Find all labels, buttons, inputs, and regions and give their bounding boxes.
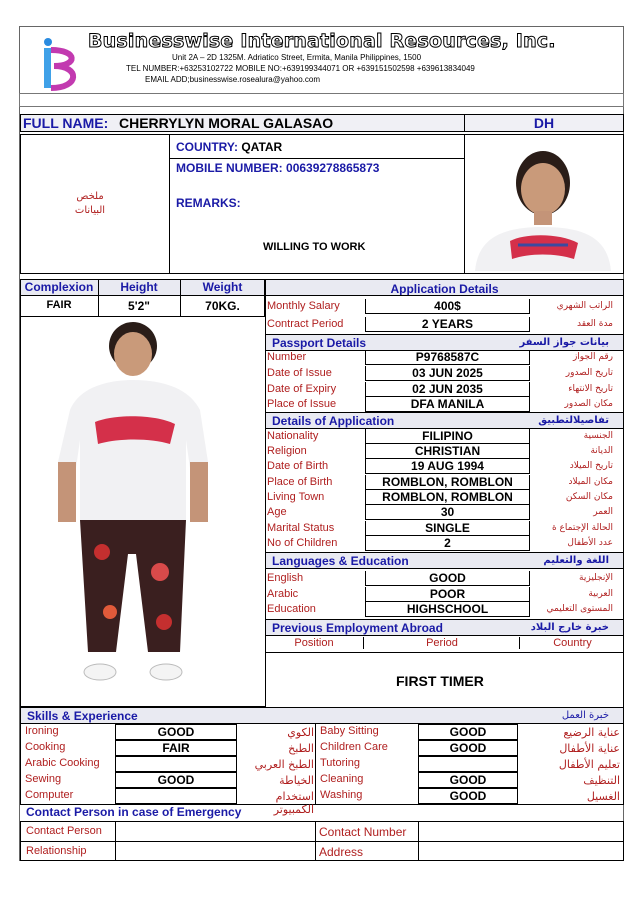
address-label: Address (319, 845, 364, 859)
languages-label: English (267, 572, 304, 584)
weight-value: 70KG. (205, 299, 240, 313)
passport-title-ar: بيانات جواز السفر (519, 337, 609, 348)
skill-right-label-ar: التنظيف (583, 774, 620, 787)
skill-right-label-ar: عناية الأطفال (559, 742, 620, 755)
languages-label: Education (267, 603, 316, 615)
details-value: 2 (365, 536, 530, 551)
weight-header: Weight (202, 280, 243, 294)
skill-right-value: GOOD (418, 788, 518, 804)
employment-column-position: Position (294, 637, 334, 649)
languages-label-ar: العربية (588, 589, 613, 599)
application-title: Application Details (390, 282, 499, 296)
skill-right-label-ar: تعليم الأطفال (558, 758, 620, 771)
employment-title: Previous Employment Abroad (272, 621, 443, 635)
portrait-image (470, 141, 616, 271)
employment-note: FIRST TIMER (396, 673, 484, 689)
details-label: Marital Status (267, 522, 335, 534)
skill-right-value: GOOD (418, 772, 518, 788)
contact-number-label: Contact Number (319, 825, 407, 839)
skill-left-label: Cooking (25, 741, 66, 753)
skill-right-label: Washing (320, 789, 363, 801)
passport-row (265, 366, 615, 381)
details-label: Nationality (267, 430, 319, 442)
languages-value: HIGHSCHOOL (365, 602, 530, 617)
details-row (265, 444, 615, 459)
skill-right-value (418, 756, 518, 772)
emergency-sep-2 (315, 821, 316, 861)
skill-left-label-ar: الطبخ العربي (254, 758, 314, 771)
height-value: 5'2" (128, 299, 150, 313)
details-label: Date of Birth (267, 460, 329, 472)
languages-label-ar: المستوى التعليمي (546, 604, 613, 614)
application-label: Monthly Salary (267, 300, 340, 312)
application-value: 2 YEARS (365, 317, 530, 332)
full-name-value: CHERRYLYN MORAL GALASAO (119, 115, 334, 131)
skill-right-label: Tutoring (320, 757, 360, 769)
contact-person-label: Contact Person (26, 825, 102, 837)
passport-label-ar: تاريخ الانتهاء (568, 384, 613, 394)
passport-label-ar: تاريخ الصدور (565, 368, 613, 378)
languages-title: Languages & Education (272, 554, 409, 568)
position-value: DH (533, 115, 555, 131)
employment-column-country: Country (519, 637, 625, 649)
company-address: Unit 2A – 2D 1325M. Adriatico Street, Ermita, Manila Philippines, 1500 (172, 53, 422, 62)
skill-left-label-ar: الكوي (287, 726, 314, 739)
emergency-title: Contact Person in case of Emergency (26, 805, 242, 819)
application-header (265, 279, 624, 296)
skill-right-value: GOOD (418, 724, 518, 740)
details-label: Age (267, 506, 287, 518)
details-row (265, 490, 615, 505)
skill-right-label-ar: عناية الرضيع (563, 726, 620, 739)
languages-value: POOR (365, 587, 530, 602)
application-row (265, 299, 615, 315)
languages-value: GOOD (365, 571, 530, 586)
emergency-sep-1 (115, 821, 116, 861)
skill-left-value: FAIR (115, 740, 237, 756)
passport-label-ar: رقم الجواز (572, 352, 613, 362)
details-value: FILIPINO (365, 429, 530, 444)
skill-left-label: Ironing (25, 725, 59, 737)
application-label: Contract Period (267, 318, 344, 330)
skill-left-label-ar: استخدام الكمبيوتر (273, 790, 314, 816)
details-header (265, 412, 624, 429)
details-label-ar: الحالة الإجتماع ة (551, 523, 613, 533)
languages-row (265, 571, 615, 586)
details-label: No of Children (267, 537, 338, 549)
passport-header (265, 334, 624, 351)
company-tel: TEL NUMBER:+63253102722 MOBILE NO:+639199344071 OR +639151502598 +639613834049 (126, 64, 475, 73)
passport-row (265, 350, 615, 365)
skills-header (20, 707, 624, 724)
passport-value: DFA MANILA (365, 397, 530, 412)
company-email: EMAIL ADD;businesswise.rosealura@yahoo.com (145, 75, 321, 84)
skill-left-label: Computer (25, 789, 74, 801)
details-row (265, 536, 615, 551)
passport-row (265, 397, 615, 412)
complexion-header: Complexion (24, 280, 94, 294)
summary-line-1 (170, 158, 464, 159)
summary-divider-right (464, 134, 465, 274)
skill-right-label: Children Care (320, 741, 388, 753)
details-value: ROMBLON, ROMBLON (365, 475, 530, 490)
summary-divider-left (169, 134, 170, 274)
skills-title-ar: خبرة العمل (561, 710, 609, 721)
remarks-label: REMARKS: (176, 196, 241, 210)
position-cell (464, 114, 624, 132)
passport-label: Number (267, 351, 307, 363)
application-label-ar: الراتب الشهري (556, 301, 613, 311)
skill-left-value: GOOD (115, 724, 237, 740)
employment-columns (265, 636, 624, 653)
company-logo (38, 36, 82, 92)
employment-title-ar: خبرة خارج البلاد (530, 622, 609, 633)
company-name: Businesswise International Resources, Inc. (88, 30, 556, 52)
details-label-ar: مكان السكن (565, 492, 613, 502)
country-line (176, 140, 282, 154)
emergency-sep-3 (418, 821, 419, 861)
skill-left-label: Sewing (25, 773, 62, 785)
summary-label-ar: ملخص البيانات (74, 191, 106, 216)
details-label: Living Town (267, 491, 325, 503)
details-row (265, 505, 615, 520)
details-row (265, 521, 615, 536)
portrait-photo (470, 141, 616, 271)
languages-title-ar: اللغة والتعليم (543, 555, 609, 566)
details-label-ar: تاريخ الميلاد (569, 461, 613, 471)
details-row (265, 429, 615, 444)
details-label-ar: مكان الميلاد (568, 477, 613, 487)
skill-right-label: Baby Sitting (320, 725, 379, 737)
details-label-ar: الديانة (590, 446, 613, 456)
details-title-ar: تفاصيلالتطبيق (538, 415, 609, 426)
mobile-line (176, 161, 379, 175)
details-row (265, 475, 615, 490)
skill-left-label: Arabic Cooking (25, 757, 100, 769)
mobile-value: 00639278865873 (286, 161, 380, 175)
languages-row (265, 587, 615, 602)
details-label-ar: الجنسية (583, 431, 613, 441)
passport-label: Place of Issue (267, 398, 337, 410)
passport-label: Date of Issue (267, 367, 332, 379)
employment-column-period: Period (363, 637, 520, 649)
application-value: 400$ (365, 299, 530, 314)
skill-left-label-ar: الطبخ (288, 742, 314, 755)
details-title: Details of Application (272, 414, 395, 428)
details-label-ar: عدد الأطفال (567, 538, 613, 548)
languages-label: Arabic (267, 588, 299, 600)
passport-row (265, 382, 615, 397)
full-name-label: FULL NAME: (23, 115, 109, 131)
skill-right-label-ar: الغسيل (586, 790, 620, 803)
height-header: Height (120, 280, 158, 294)
body-photo (40, 322, 230, 694)
skill-right-label: Cleaning (320, 773, 364, 785)
country-label: COUNTRY: (176, 140, 238, 154)
body-image (40, 322, 230, 694)
remarks-value: WILLING TO WORK (263, 241, 366, 253)
passport-title: Passport Details (272, 336, 367, 350)
mobile-label: MOBILE NUMBER: (176, 161, 283, 175)
passport-value: 03 JUN 2025 (365, 366, 530, 381)
details-value: SINGLE (365, 521, 530, 536)
passport-label: Date of Expiry (267, 383, 337, 395)
employment-header (265, 619, 624, 636)
details-value: CHRISTIAN (365, 444, 530, 459)
details-value: 19 AUG 1994 (365, 459, 530, 474)
details-value: 30 (365, 505, 530, 520)
passport-label-ar: مكان الصدور (564, 399, 613, 409)
details-label: Place of Birth (267, 476, 333, 488)
details-row (265, 459, 615, 474)
skill-left-value: GOOD (115, 772, 237, 788)
country-value: QATAR (241, 140, 283, 154)
languages-header (265, 552, 624, 569)
header-divider (19, 93, 624, 107)
skill-left-value (115, 788, 237, 804)
complexion-value: FAIR (46, 299, 72, 311)
skill-right-value: GOOD (418, 740, 518, 756)
skill-left-label-ar: الخياطة (279, 774, 314, 787)
skills-mid-divider (315, 723, 316, 805)
details-label-ar: العمر (593, 507, 613, 517)
languages-label-ar: الإنجليزية (579, 573, 613, 583)
full-name-bar (20, 114, 465, 132)
emergency-mid (20, 841, 624, 842)
logo-icon (38, 36, 82, 92)
skills-title: Skills & Experience (27, 709, 138, 723)
details-label: Religion (267, 445, 307, 457)
passport-value: P9768587C (365, 350, 530, 365)
details-value: ROMBLON, ROMBLON (365, 490, 530, 505)
languages-row (265, 602, 615, 617)
skill-left-value (115, 756, 237, 772)
passport-value: 02 JUN 2035 (365, 382, 530, 397)
relationship-label: Relationship (26, 845, 87, 857)
application-row (265, 317, 615, 333)
application-label-ar: مدة العقد (577, 319, 613, 329)
